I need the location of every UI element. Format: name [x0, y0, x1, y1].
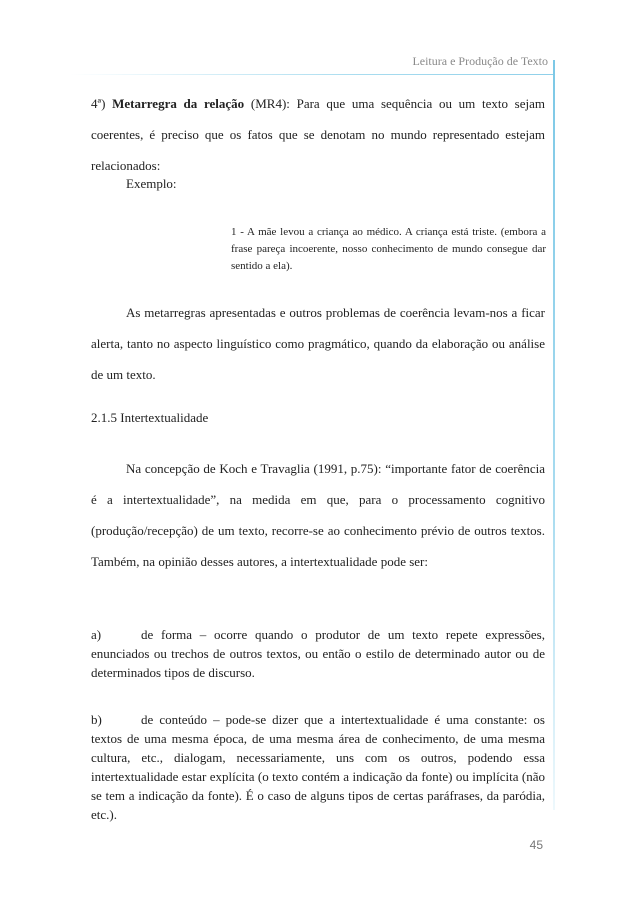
example-label: Exemplo: — [126, 176, 177, 191]
item-prefix: 4ª) — [91, 96, 113, 111]
item-text-a: de forma – ocorre quando o produtor de um texto repete expressões, enunciados ou trechos de outros textos, ou então o estilo de determinado autor ou de determinados tipos de discurso. — [91, 627, 545, 680]
item-text-b: de conteúdo – pode-se dizer que a intertextualidade é uma constante: os textos de uma mesma época, de uma mesma área de conhecimento, de uma mesma cultura, etc., dialogam, necessariamente, uns com os outros, podendo essa intertextualidade estar explícita (o texto contém a indicação da fonte) ou implícita (não se tem a indicação da fonte). É o caso de alguns tipos de certas paráfrases, da paródia, etc.). — [91, 712, 545, 822]
item-letter-a: a) — [91, 627, 102, 642]
header-rule — [70, 74, 554, 75]
paragraph-intertextualidade: Na concepção de Koch e Travaglia (1991, p.75): “importante fator de coerência é a intertextualidade”, na medida em que, para o processamento cognitivo (produção/recepção) de um texto, recorre-se ao conhecimento prévio de outros textos. Também, na opinião desses autores, a intertextualidade pode ser: — [91, 461, 545, 569]
running-header: Leitura e Produção de Texto — [412, 54, 548, 68]
paragraph-metarregra — [91, 88, 545, 181]
page-number: 45 — [529, 838, 543, 852]
margin-rule — [553, 60, 555, 810]
item-letter-b: b) — [91, 712, 102, 727]
paragraph-metarregras: As metarregras apresentadas e outros problemas de coerência levam-nos a ficar alerta, tanto no aspecto linguístico como pragmático, quando da elaboração ou análise de um texto. — [91, 305, 545, 382]
list-item-b — [91, 710, 545, 824]
list-item-a — [91, 625, 545, 682]
section-title: 2.1.5 Intertextualidade — [91, 410, 209, 425]
example-quote: 1 - A mãe levou a criança ao médico. A criança está triste. (embora a frase pareça incoerente, nosso conhecimento de mundo consegue dar sentido a ela). — [231, 226, 546, 272]
term-metarregra: Metarregra da relação — [112, 96, 245, 111]
paragraph-text: (MR4): Para que uma sequência ou um texto sejam coerentes, é preciso que os fatos que se denotam no mundo representado estejam relacionados: — [91, 96, 545, 173]
